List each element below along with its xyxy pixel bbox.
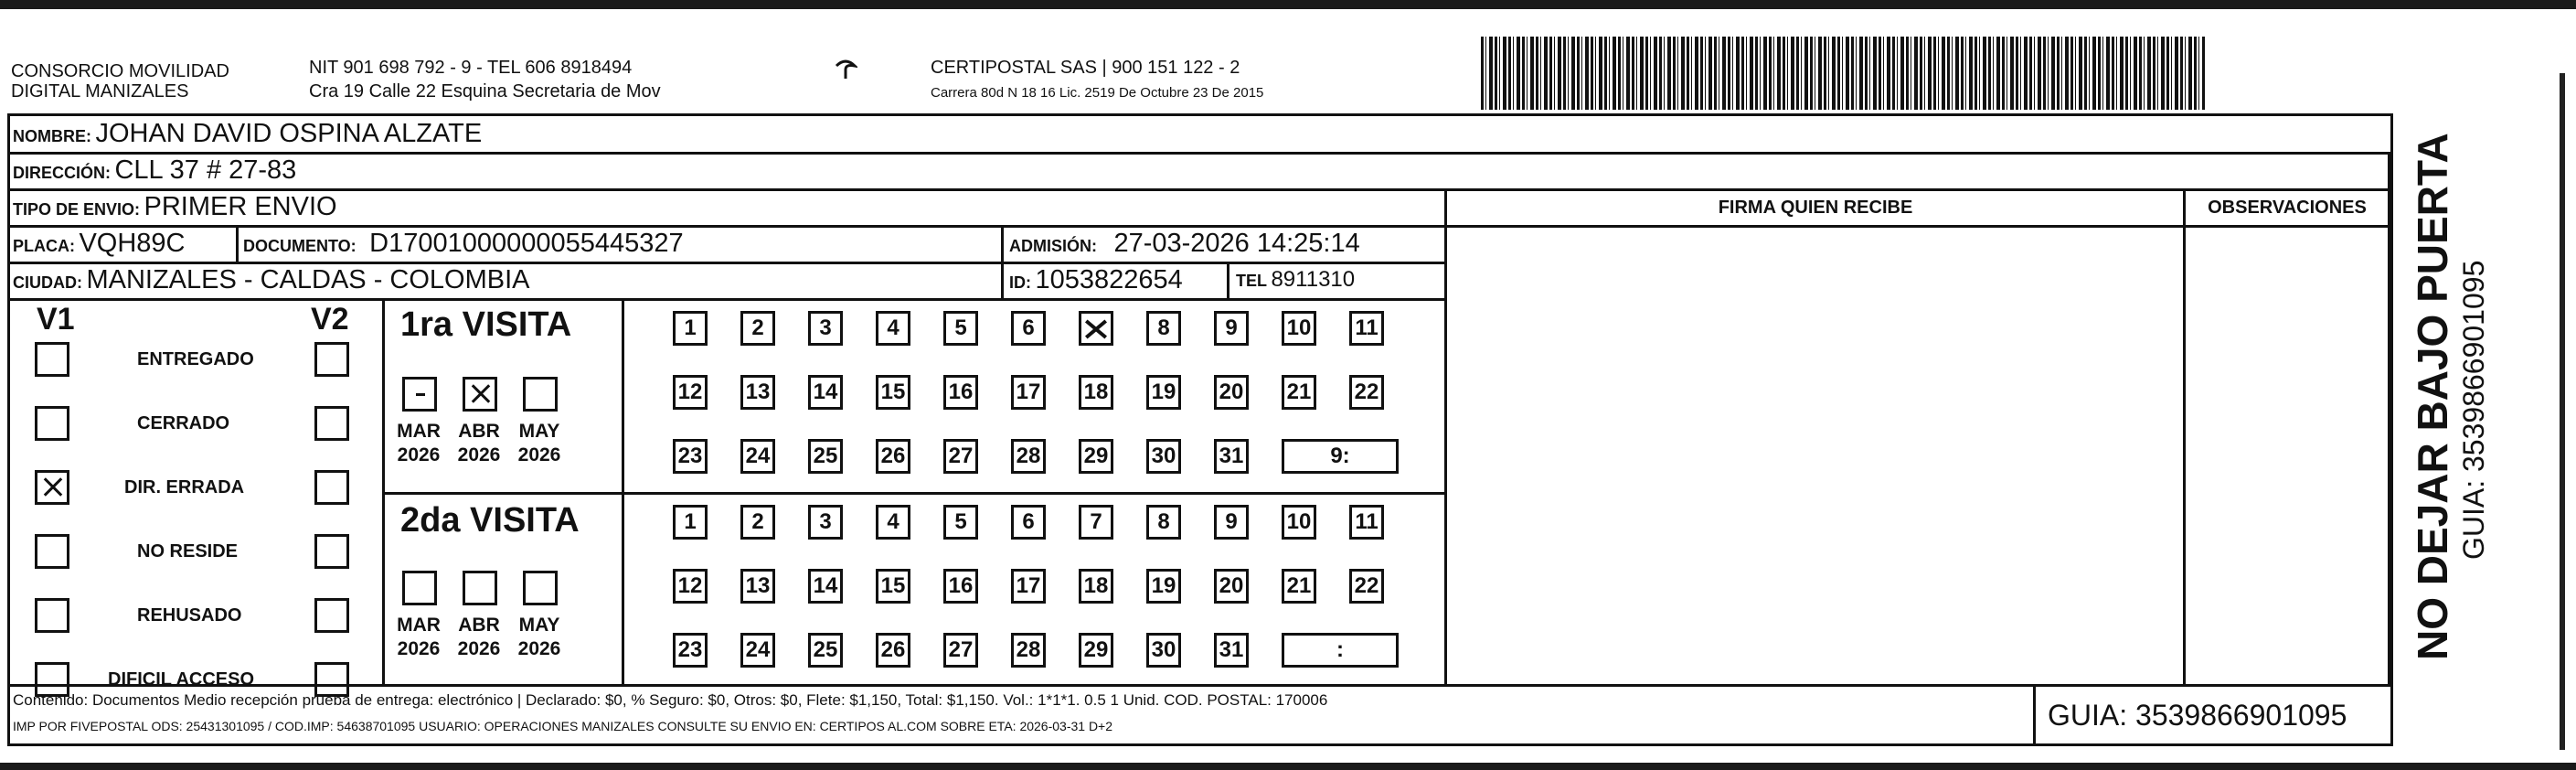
time-box[interactable]: 9:: [1282, 439, 1399, 474]
month-checkbox[interactable]: [402, 571, 437, 605]
direccion-row: [13, 155, 296, 189]
day-box[interactable]: 15: [876, 375, 910, 410]
id-label: ID:: [1009, 273, 1031, 292]
month-checkbox[interactable]: [523, 377, 558, 412]
year-label: 2026: [457, 638, 501, 659]
status-label: NO RESIDE: [137, 541, 239, 561]
day-box[interactable]: 25: [808, 439, 843, 474]
year-label: 2026: [397, 444, 441, 465]
ciudad-value: MANIZALES - CALDAS - COLOMBIA: [86, 265, 530, 294]
day-box[interactable]: 23: [673, 439, 708, 474]
nombre-row: [13, 119, 482, 153]
day-box[interactable]: 2: [740, 505, 775, 540]
right-edge: [2560, 73, 2565, 750]
day-box[interactable]: 16: [943, 569, 978, 604]
certipostal-line-2: Carrera 80d N 18 16 Lic. 2519 De Octubre 23 De 2015: [931, 85, 1264, 101]
v2-checkbox[interactable]: [314, 470, 349, 505]
tel-value: 8911310: [1271, 267, 1356, 292]
visit2-title: 2da VISITA: [400, 501, 580, 540]
day-box[interactable]: 20: [1214, 375, 1249, 410]
day-box[interactable]: 17: [1011, 375, 1046, 410]
day-box[interactable]: 6: [1011, 505, 1046, 540]
day-box[interactable]: 28: [1011, 633, 1046, 668]
day-box[interactable]: 13: [740, 569, 775, 604]
admision-value: 27-03-2026 14:25:14: [1113, 229, 1360, 258]
observations-area[interactable]: [2187, 229, 2388, 682]
v1-checkbox[interactable]: [35, 470, 69, 505]
placa-row: [13, 229, 186, 262]
rule: [2183, 188, 2186, 684]
documento-row: [243, 229, 684, 262]
month-label: MAR: [397, 615, 441, 636]
year-label: 2026: [517, 444, 561, 465]
side-guia: GUIA: 3539866901095: [2457, 260, 2490, 560]
certipostal-line-1: CERTIPOSTAL SAS | 900 151 122 - 2: [931, 58, 1240, 78]
day-box[interactable]: 19: [1146, 569, 1181, 604]
day-box[interactable]: 24: [740, 633, 775, 668]
day-box[interactable]: 12: [673, 375, 708, 410]
rule: [2388, 152, 2390, 684]
day-box[interactable]: 13: [740, 375, 775, 410]
rule: [382, 492, 1444, 495]
rule: [1446, 225, 2393, 228]
day-box[interactable]: 6: [1011, 311, 1046, 346]
day-box[interactable]: 14: [808, 375, 843, 410]
day-box[interactable]: 24: [740, 439, 775, 474]
nombre-label: NOMBRE:: [13, 127, 91, 145]
tipo-label: TIPO DE ENVIO:: [13, 200, 141, 219]
admision-label: ADMISIÓN:: [1009, 237, 1097, 255]
month-label: MAY: [518, 421, 560, 442]
day-box[interactable]: 25: [808, 633, 843, 668]
ciudad-row: [13, 265, 530, 299]
day-box[interactable]: 1: [673, 505, 708, 540]
visit1-title: 1ra VISITA: [400, 305, 572, 344]
status-label: REHUSADO: [137, 605, 242, 626]
placa-label: PLACA:: [13, 237, 75, 255]
signature-area[interactable]: [1448, 229, 2183, 682]
day-box[interactable]: 9: [1214, 311, 1249, 346]
day-box[interactable]: 5: [943, 311, 978, 346]
rule: [2033, 684, 2036, 746]
direccion-label: DIRECCIÓN:: [13, 164, 111, 182]
side-warning: NO DEJAR BAJO PUERTA: [2409, 133, 2456, 660]
day-box[interactable]: 30: [1146, 439, 1181, 474]
certipostal-logo-icon: [834, 59, 857, 82]
top-edge: [0, 0, 2576, 9]
day-box[interactable]: [1079, 311, 1113, 346]
v2-header: V2: [311, 302, 349, 337]
day-box[interactable]: 21: [1282, 569, 1316, 604]
day-box[interactable]: 8: [1146, 505, 1181, 540]
day-box[interactable]: 12: [673, 569, 708, 604]
day-box[interactable]: 10: [1282, 311, 1316, 346]
v1-checkbox[interactable]: [35, 406, 69, 441]
tel-label: TEL: [1236, 272, 1267, 290]
day-box[interactable]: 29: [1079, 439, 1113, 474]
day-box[interactable]: 18: [1079, 375, 1113, 410]
id-value: 1053822654: [1035, 265, 1183, 294]
day-box[interactable]: 26: [876, 439, 910, 474]
year-label: 2026: [457, 444, 501, 465]
documento-label: DOCUMENTO:: [243, 237, 357, 255]
v2-checkbox[interactable]: [314, 534, 349, 569]
day-box[interactable]: 5: [943, 505, 978, 540]
year-label: 2026: [397, 638, 441, 659]
bottom-edge: [0, 763, 2576, 770]
day-box[interactable]: 31: [1214, 439, 1249, 474]
placa-value: VQH89C: [79, 229, 186, 258]
month-checkbox[interactable]: [523, 571, 558, 605]
day-box[interactable]: 27: [943, 633, 978, 668]
v1-checkbox[interactable]: [35, 342, 69, 377]
day-box[interactable]: 30: [1146, 633, 1181, 668]
tipo-row: [13, 192, 337, 226]
day-box[interactable]: 18: [1079, 569, 1113, 604]
day-box[interactable]: 17: [1011, 569, 1046, 604]
footer-contenido: Contenido: Documentos Medio recepción prueba de entrega: electrónico | Declarado: $0, % Seguro: $0, Otros: $0, Flete: $1,150, Total: $1,150. Vol.: 1*1*1. 0.5 1 Unid. COD. POSTAL: 170006: [13, 691, 1328, 709]
day-box[interactable]: 20: [1214, 569, 1249, 604]
id-row: [1009, 265, 1183, 299]
status-label: ENTREGADO: [137, 349, 254, 369]
month-checkbox[interactable]: [463, 571, 497, 605]
day-box[interactable]: 21: [1282, 375, 1316, 410]
day-box[interactable]: 11: [1349, 311, 1384, 346]
month-label: ABR: [458, 421, 500, 442]
day-box[interactable]: 31: [1214, 633, 1249, 668]
day-box[interactable]: 19: [1146, 375, 1181, 410]
rule: [7, 188, 2393, 191]
day-box[interactable]: 8: [1146, 311, 1181, 346]
day-box[interactable]: 4: [876, 311, 910, 346]
day-box[interactable]: 27: [943, 439, 978, 474]
day-box[interactable]: 22: [1349, 569, 1384, 604]
dash-mark: [416, 393, 425, 396]
barcode: [1481, 37, 2205, 110]
day-box[interactable]: 9: [1214, 505, 1249, 540]
day-box[interactable]: 3: [808, 505, 843, 540]
v1-checkbox[interactable]: [35, 598, 69, 633]
observaciones-header: OBSERVACIONES: [2208, 198, 2367, 218]
month-label: MAY: [518, 615, 560, 636]
company-line-2: DIGITAL MANIZALES: [11, 81, 189, 102]
status-label: CERRADO: [137, 413, 230, 433]
time-box[interactable]: :: [1282, 633, 1399, 668]
day-box[interactable]: 1: [673, 311, 708, 346]
rule: [1444, 188, 1447, 684]
ciudad-label: CIUDAD:: [13, 273, 82, 292]
tipo-value: PRIMER ENVIO: [144, 192, 337, 221]
month-label: ABR: [458, 615, 500, 636]
nit-line: NIT 901 698 792 - 9 - TEL 606 8918494: [309, 58, 633, 78]
footer-guia: GUIA: 3539866901095: [2048, 699, 2347, 732]
v1-checkbox[interactable]: [35, 534, 69, 569]
address-line: Cra 19 Calle 22 Esquina Secretaria de Mov: [309, 81, 661, 102]
month-checkbox[interactable]: [402, 377, 437, 412]
year-label: 2026: [517, 638, 561, 659]
day-box[interactable]: 14: [808, 569, 843, 604]
v2-checkbox[interactable]: [314, 598, 349, 633]
day-box[interactable]: 7: [1079, 505, 1113, 540]
v2-checkbox[interactable]: [314, 406, 349, 441]
rule: [1001, 225, 1004, 298]
direccion-value: CLL 37 # 27-83: [114, 155, 297, 185]
day-box[interactable]: 2: [740, 311, 775, 346]
tel-row: [1236, 265, 1355, 297]
company-line-1: CONSORCIO MOVILIDAD: [11, 61, 229, 81]
day-box[interactable]: 15: [876, 569, 910, 604]
admision-row: [1009, 229, 1360, 262]
nombre-value: JOHAN DAVID OSPINA ALZATE: [95, 119, 483, 148]
status-label: DIR. ERRADA: [124, 477, 245, 497]
rule: [382, 298, 385, 684]
day-box[interactable]: 26: [876, 633, 910, 668]
day-box[interactable]: 3: [808, 311, 843, 346]
day-box[interactable]: 23: [673, 633, 708, 668]
day-box[interactable]: 28: [1011, 439, 1046, 474]
month-checkbox[interactable]: [463, 377, 497, 412]
day-box[interactable]: 22: [1349, 375, 1384, 410]
v2-checkbox[interactable]: [314, 342, 349, 377]
day-box[interactable]: 16: [943, 375, 978, 410]
day-box[interactable]: 29: [1079, 633, 1113, 668]
firma-header: FIRMA QUIEN RECIBE: [1718, 198, 1913, 218]
month-label: MAR: [397, 421, 441, 442]
status-label: DIFICIL ACCESO: [108, 669, 255, 690]
day-box[interactable]: 4: [876, 505, 910, 540]
v1-header: V1: [37, 302, 75, 337]
footer-imp: IMP POR FIVEPOSTAL ODS: 25431301095 / COD.IMP: 54638701095 USUARIO: OPERACIONES MANIZALES CONSULTE SU ENVIO EN: CERTIPOS AL.COM SOBRE ETA: 2026-03-31 D+2: [13, 719, 1113, 733]
day-box[interactable]: 11: [1349, 505, 1384, 540]
day-box[interactable]: 10: [1282, 505, 1316, 540]
rule: [1227, 262, 1229, 298]
rule: [622, 298, 624, 684]
documento-value: D17001000000055445327: [369, 229, 684, 258]
rule: [236, 225, 239, 262]
